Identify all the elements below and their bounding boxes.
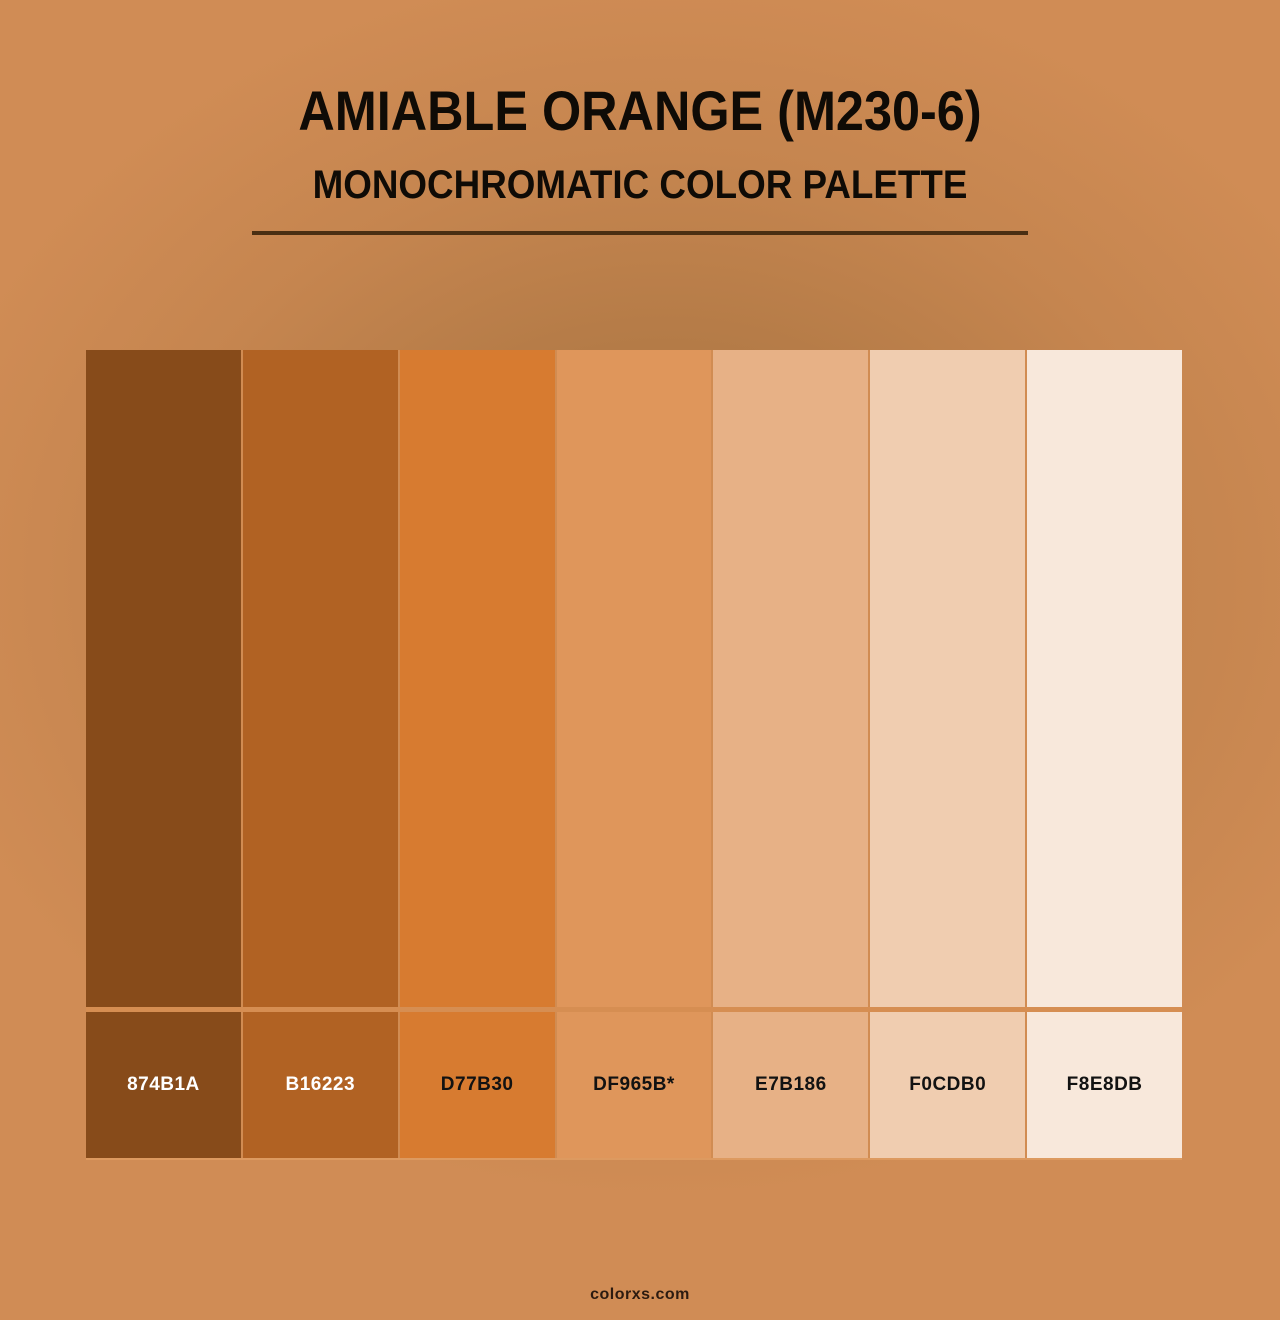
color-swatch[interactable] [1027,350,1182,1007]
palette-subtitle: MONOCHROMATIC COLOR PALETTE [312,163,968,207]
palette-title: AMIABLE ORANGE (M230-6) [298,79,982,142]
watermark-link[interactable]: colorxs.com [590,1286,690,1303]
title-divider [252,231,1028,235]
swatch-row [86,350,1182,1007]
label-row [86,1012,1182,1158]
color-swatch[interactable] [400,350,555,1007]
color-label-cell[interactable] [1027,1012,1182,1158]
color-label-cell[interactable] [870,1012,1025,1158]
color-hex-label: E7B186 [755,1074,827,1095]
color-swatch[interactable] [870,350,1025,1007]
color-label-cell[interactable] [243,1012,398,1158]
color-hex-label: B16223 [285,1074,356,1095]
color-hex-label: 874B1A [127,1074,200,1095]
color-swatch[interactable] [243,350,398,1007]
footer [0,1286,1280,1304]
color-hex-label: F8E8DB [1066,1074,1143,1095]
color-swatch[interactable] [713,350,868,1007]
color-hex-label: DF965B* [593,1074,675,1095]
color-hex-label: D77B30 [440,1074,514,1095]
color-swatch[interactable] [557,350,712,1007]
color-swatch[interactable] [86,350,241,1007]
palette-grid [86,350,1182,1160]
color-label-cell[interactable] [400,1012,555,1158]
color-hex-label: F0CDB0 [909,1074,987,1095]
color-label-cell[interactable] [86,1012,241,1158]
color-label-cell[interactable] [713,1012,868,1158]
color-label-cell[interactable] [557,1012,712,1158]
